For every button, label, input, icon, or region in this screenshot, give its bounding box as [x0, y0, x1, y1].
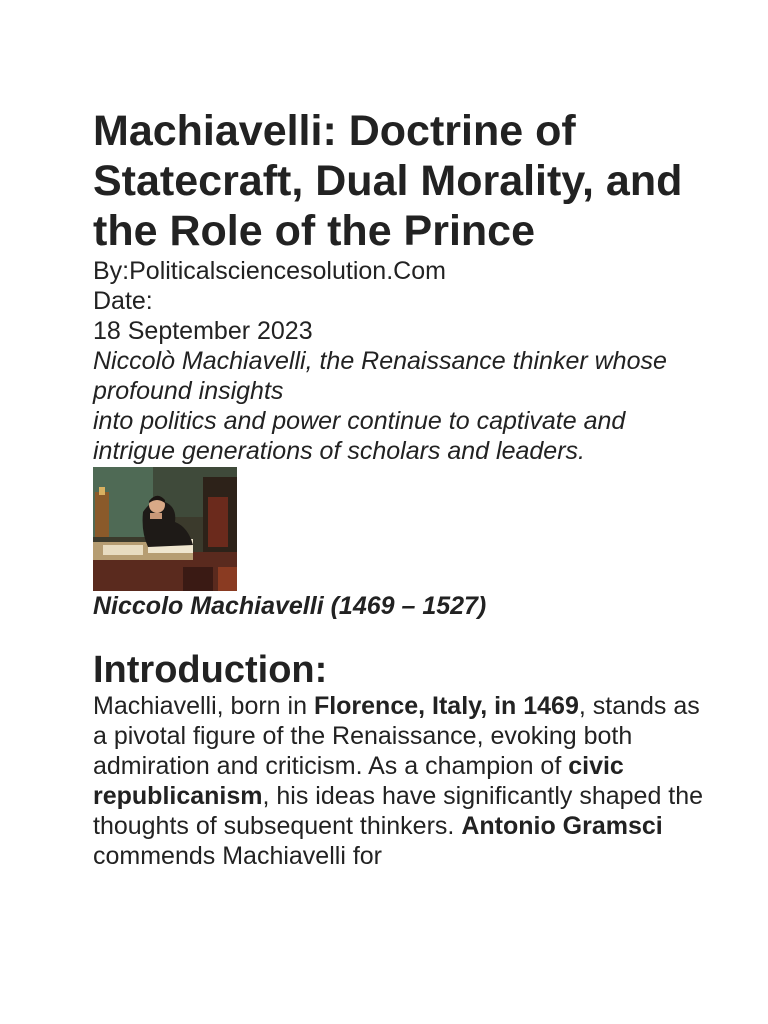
article-date-value: 18 September 2023 [93, 317, 313, 345]
introduction-heading: Introduction: [93, 649, 328, 691]
introduction-paragraph [93, 691, 708, 871]
article-lede-line-1: Niccolò Machiavelli, the Renaissance thinker whose profound insights [93, 347, 667, 405]
article-lede-line-2: into politics and power continue to captivate and intrigue generations of scholars and leaders. [93, 407, 626, 465]
intro-text-2: , stands as a pivotal figure of the Renaissance, evoking both admiration and criticism. As a champion of [93, 692, 700, 780]
machiavelli-portrait-image [93, 467, 237, 591]
image-caption: Niccolo Machiavelli (1469 – 1527) [93, 592, 487, 620]
article-byline: By:Politicalsciencesolution.Com [93, 257, 446, 285]
intro-bold-civic-republicanism: civic republicanism [93, 752, 624, 810]
intro-bold-antonio-gramsci: Antonio Gramsci [461, 812, 663, 840]
intro-text-4: commends Machiavelli for [93, 842, 382, 870]
intro-bold-florence: Florence, Italy, in 1469 [313, 692, 579, 720]
article-title: Machiavelli: Doctrine of Statecraft, Dual Morality, and the Role of the Prince [93, 107, 683, 255]
article-date-label: Date: [93, 287, 153, 315]
intro-text-1: Machiavelli, born in [93, 692, 314, 720]
intro-text-3: , his ideas have significantly shaped the thoughts of subsequent thinkers. [93, 782, 704, 840]
